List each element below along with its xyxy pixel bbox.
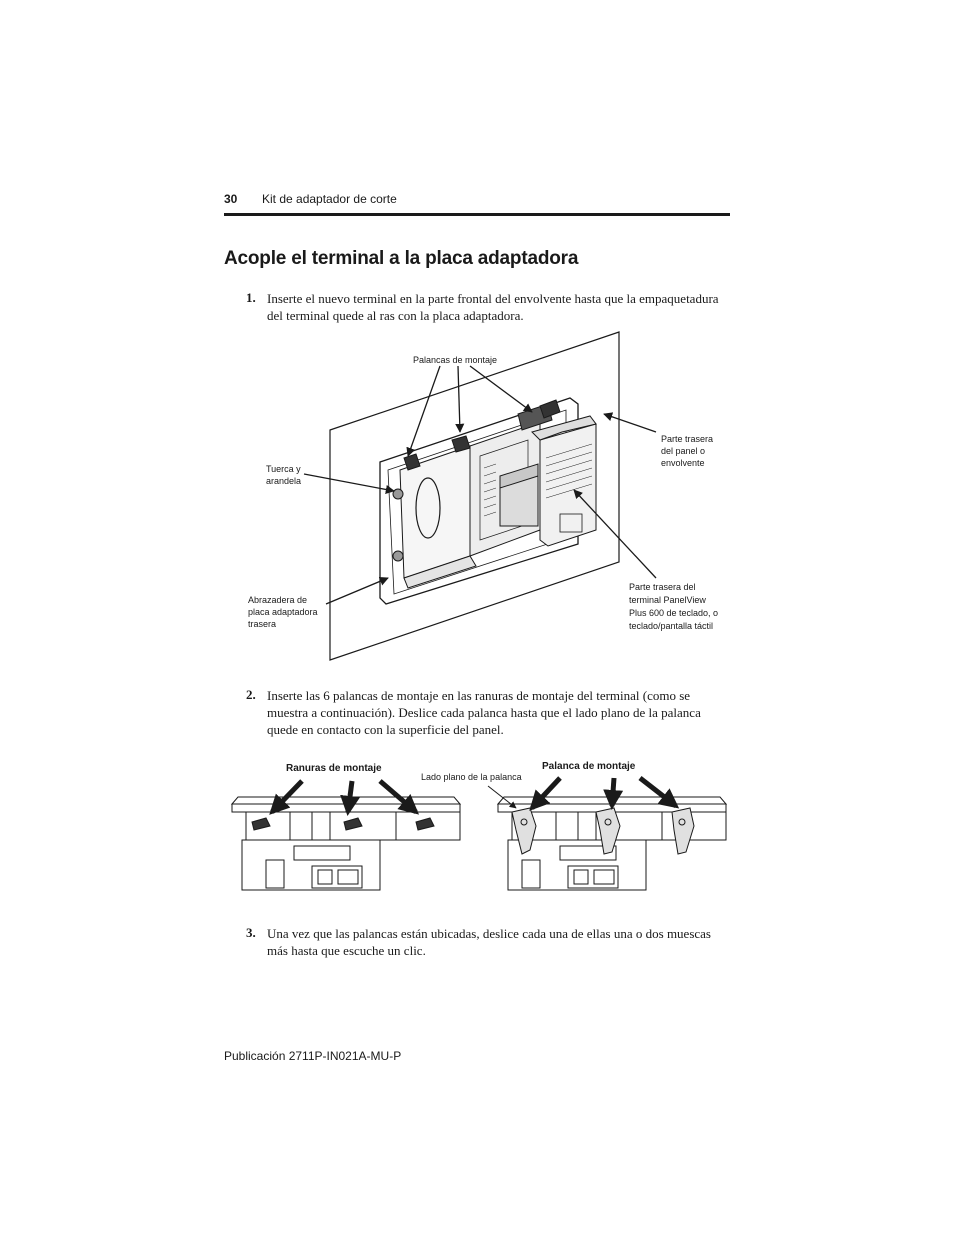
label-palancas-de-montaje: Palancas de montaje	[413, 355, 498, 365]
label-parte-terminal-line-3: Plus 600 de teclado, o	[629, 608, 719, 618]
step-1-number: 1.	[246, 290, 256, 305]
label-lado-plano: Lado plano de la palanca	[421, 772, 522, 782]
label-parte-panel-line-3: envolvente	[661, 458, 705, 468]
label-tuerca-line-2: arandela	[266, 476, 302, 486]
label-parte-panel-line-2: del panel o	[661, 446, 706, 456]
page-number: 30	[224, 192, 238, 206]
label-parte-terminal-line-2: terminal PanelView	[629, 595, 706, 605]
step-1-text: Inserte el nuevo terminal en la parte frontal del envolvente hasta que la empaquetadura del terminal quede al ras con la placa adaptadora.	[267, 291, 719, 323]
label-palanca-de-montaje: Palanca de montaje	[542, 761, 636, 772]
section-title: Acople el terminal a la placa adaptadora	[224, 248, 579, 269]
label-parte-panel-line-1: Parte trasera	[661, 434, 714, 444]
label-parte-terminal-line-1: Parte trasera del	[629, 582, 696, 592]
label-parte-terminal-line-4: teclado/pantalla táctil	[629, 621, 714, 631]
label-tuerca-line-1: Tuerca y	[266, 464, 301, 474]
label-abrazadera-line-1: Abrazadera de	[248, 595, 308, 605]
step-3-number: 3.	[246, 925, 256, 940]
step-2-text: Inserte las 6 palancas de montaje en las ranuras de montaje del terminal (como se muestra a continuación). Deslice cada palanca hasta que el lado plano de la palanca quede en contacto con la superficie del panel.	[267, 688, 701, 737]
step-3-text: Una vez que las palancas están ubicadas, deslice cada una de ellas una o dos muescas más hasta que escuche un clic.	[267, 926, 711, 958]
label-abrazadera-line-2: placa adaptadora	[248, 607, 318, 617]
footer-publication: Publicación 2711P-IN021A-MU-P	[224, 1049, 402, 1063]
label-ranuras-de-montaje: Ranuras de montaje	[286, 763, 382, 774]
running-header-title: Kit de adaptador de corte	[262, 192, 397, 206]
label-abrazadera-line-3: trasera	[248, 619, 277, 629]
step-2-number: 2.	[246, 687, 256, 702]
